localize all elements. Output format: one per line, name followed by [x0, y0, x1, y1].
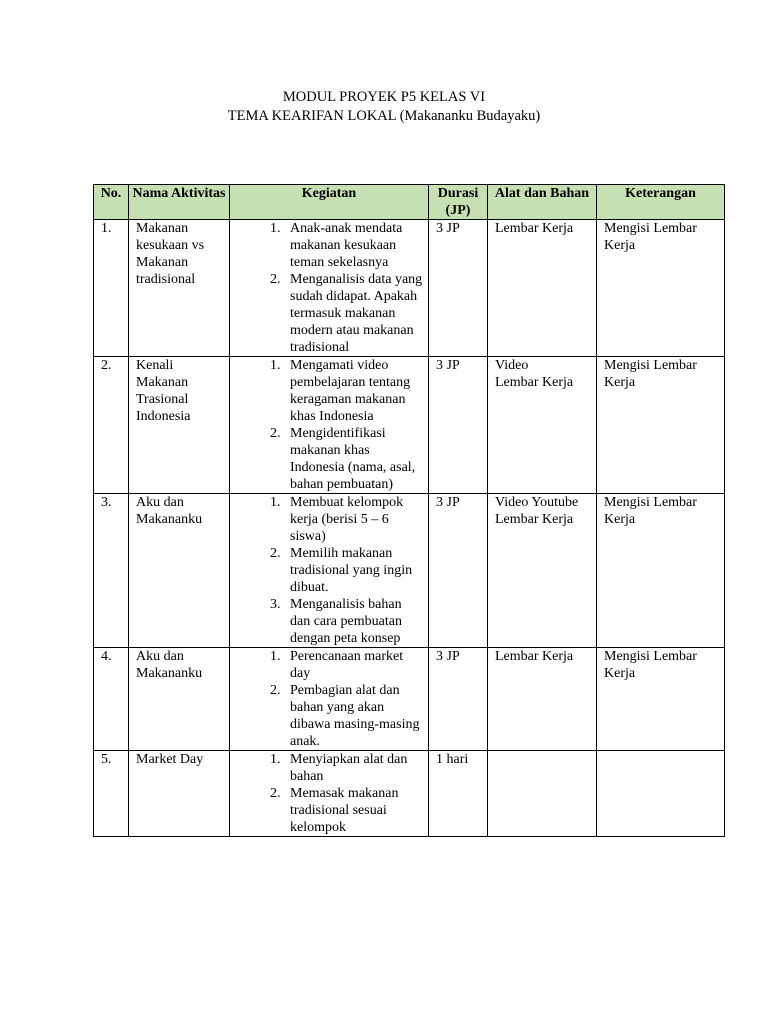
cell-durasi: 3 JP [429, 494, 488, 648]
table-row [94, 220, 725, 357]
kegiatan-list [237, 751, 424, 836]
title-line-2: TEMA KEARIFAN LOKAL (Makananku Budayaku) [227, 108, 541, 124]
table-header-row [94, 185, 725, 220]
header-kegiatan: Kegiatan [230, 185, 429, 220]
alat-item: Video [495, 358, 529, 373]
cell-no: 4. [94, 648, 129, 751]
alat-item: Lembar Kerja [495, 221, 574, 236]
kegiatan-item: 2. Pembagian alat dan bahan yang akan dibawa masing-masing anak. [284, 682, 424, 750]
cell-kegiatan [230, 648, 429, 751]
cell-kegiatan [230, 220, 429, 357]
kegiatan-item: 2. Memasak makanan tradisional sesuai kelompok [284, 785, 424, 836]
cell-no: 1. [94, 220, 129, 357]
table-row [94, 357, 725, 494]
kegiatan-list [237, 357, 424, 493]
cell-nama-aktivitas: Market Day [129, 751, 230, 837]
kegiatan-item: 1. Perencanaan market day [284, 648, 424, 682]
table-row [94, 751, 725, 837]
kegiatan-item: 2. Menganalisis data yang sudah didapat. Apakah termasuk makanan modern atau makanan tradisional [284, 271, 424, 356]
table-row [94, 648, 725, 751]
kegiatan-item: 1. Menyiapkan alat dan bahan [284, 751, 424, 785]
kegiatan-item: 3. Menganalisis bahan dan cara pembuatan dengan peta konsep [284, 596, 424, 647]
cell-durasi: 3 JP [429, 357, 488, 494]
kegiatan-list [237, 220, 424, 356]
cell-durasi: 3 JP [429, 648, 488, 751]
cell-keterangan: Mengisi Lembar Kerja [597, 648, 725, 751]
cell-durasi: 3 JP [429, 220, 488, 357]
cell-keterangan [597, 751, 725, 837]
kegiatan-item: 1. Membuat kelompok kerja (berisi 5 – 6 siswa) [284, 494, 424, 545]
document-title [0, 88, 768, 126]
cell-no: 2. [94, 357, 129, 494]
alat-item: Lembar Kerja [495, 649, 574, 664]
kegiatan-item: 1. Mengamati video pembelajaran tentang keragaman makanan khas Indonesia [284, 357, 424, 425]
cell-alat-bahan [488, 648, 597, 751]
cell-nama-aktivitas: Aku dan Makananku [129, 494, 230, 648]
kegiatan-item: 2. Memilih makanan tradisional yang ingin dibuat. [284, 545, 424, 596]
cell-no: 5. [94, 751, 129, 837]
title-line-1: MODUL PROYEK P5 KELAS VI [282, 89, 486, 105]
header-alat-bahan: Alat dan Bahan [488, 185, 597, 220]
kegiatan-item: 1. Anak-anak mendata makanan kesukaan teman sekelasnya [284, 220, 424, 271]
header-no: No. [94, 185, 129, 220]
table-row [94, 494, 725, 648]
cell-keterangan: Mengisi Lembar Kerja [597, 220, 725, 357]
alat-item: Lembar Kerja [495, 512, 574, 527]
cell-alat-bahan [488, 494, 597, 648]
cell-keterangan: Mengisi Lembar Kerja [597, 357, 725, 494]
kegiatan-item: 2. Mengidentifikasi makanan khas Indonesia (nama, asal, bahan pembuatan) [284, 425, 424, 493]
cell-nama-aktivitas: Aku dan Makananku [129, 648, 230, 751]
cell-alat-bahan [488, 220, 597, 357]
kegiatan-list [237, 648, 424, 750]
cell-nama-aktivitas: Kenali Makanan Trasional Indonesia [129, 357, 230, 494]
cell-no: 3. [94, 494, 129, 648]
cell-keterangan: Mengisi Lembar Kerja [597, 494, 725, 648]
cell-alat-bahan [488, 751, 597, 837]
cell-alat-bahan [488, 357, 597, 494]
cell-kegiatan [230, 357, 429, 494]
cell-nama-aktivitas: Makanan kesukaan vs Makanan tradisional [129, 220, 230, 357]
alat-item: Lembar Kerja [495, 375, 574, 390]
activity-table [93, 184, 725, 837]
cell-kegiatan [230, 751, 429, 837]
header-keterangan: Keterangan [597, 185, 725, 220]
kegiatan-list [237, 494, 424, 647]
cell-kegiatan [230, 494, 429, 648]
cell-durasi: 1 hari [429, 751, 488, 837]
alat-item: Video Youtube [495, 495, 579, 510]
header-nama-aktivitas: Nama Aktivitas [129, 185, 230, 220]
header-durasi: Durasi (JP) [429, 185, 488, 220]
